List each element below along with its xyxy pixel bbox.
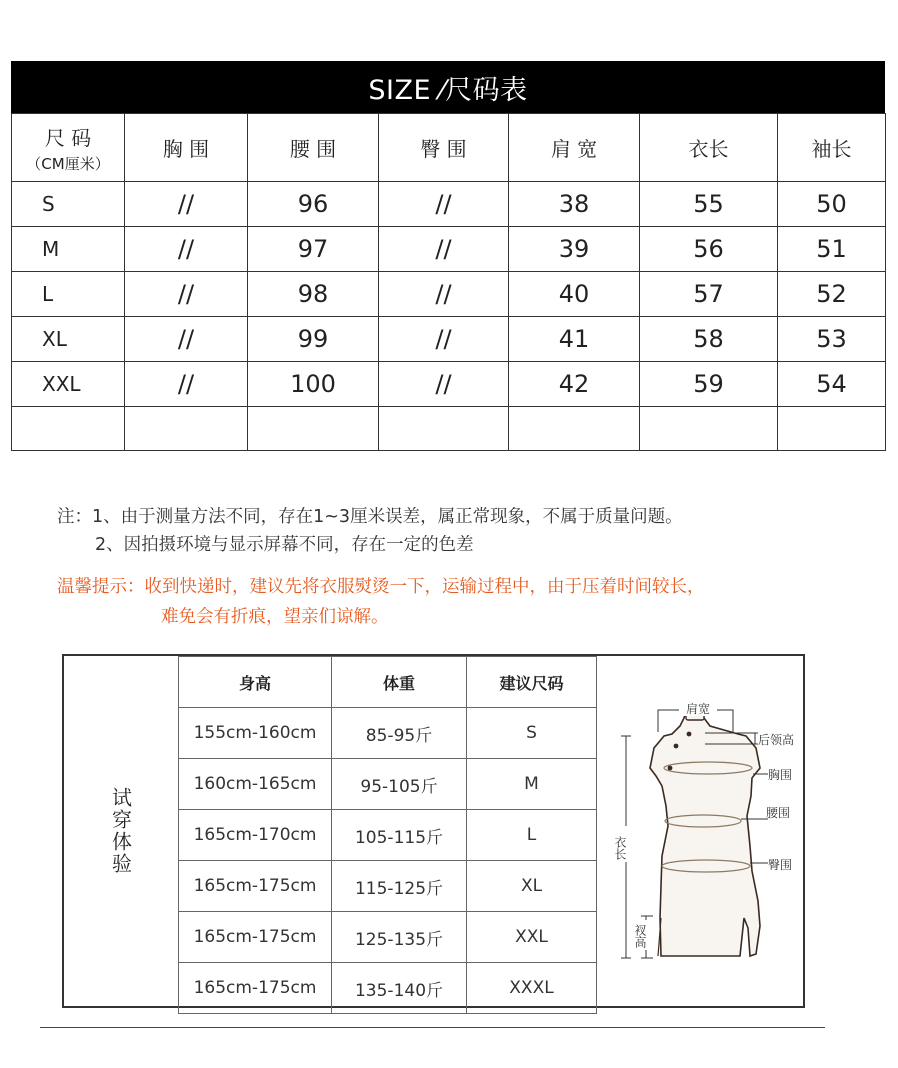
table-cell: 59 xyxy=(640,362,778,407)
table-cell: 97 xyxy=(248,227,379,272)
size-cell: S xyxy=(12,182,125,227)
table-row xyxy=(179,759,597,810)
shoulder-column-header: 肩 宽 xyxy=(509,114,640,182)
recommended-size-cell: XL xyxy=(467,861,597,912)
dress-outline xyxy=(650,709,760,956)
fit-experience-label-text: 试穿体验 xyxy=(108,787,133,875)
bottom-divider xyxy=(40,1027,825,1028)
bust-label: 胸围 xyxy=(768,768,793,782)
table-cell: 39 xyxy=(509,227,640,272)
size-header-unit: （CM厘米） xyxy=(26,154,110,173)
table-row xyxy=(12,227,886,272)
size-chart-header-row xyxy=(12,114,886,182)
table-cell: 58 xyxy=(640,317,778,362)
table-cell: // xyxy=(379,272,509,317)
table-cell: 100 xyxy=(248,362,379,407)
table-row xyxy=(179,912,597,963)
size-cell: L xyxy=(12,272,125,317)
waist-column-header: 腰 围 xyxy=(248,114,379,182)
measurement-notes xyxy=(57,503,683,559)
slit-label: 衩高 xyxy=(633,924,647,948)
recommended-size-cell: M xyxy=(467,759,597,810)
tip-line-1: 温馨提示：收到快递时，建议先将衣服熨烫一下，运输过程中，由于压着时间较长， xyxy=(57,577,705,597)
size-cell: XXL xyxy=(12,362,125,407)
weight-cell: 105-115斤 xyxy=(332,810,467,861)
table-row xyxy=(179,708,597,759)
table-cell: 53 xyxy=(778,317,886,362)
height-column-header: 身高 xyxy=(179,657,332,708)
fit-experience-panel xyxy=(62,654,805,1008)
table-row xyxy=(12,182,886,227)
table-cell: // xyxy=(125,317,248,362)
note-line-1: 注：1、由于测量方法不同，存在1~3厘米误差，属正常现象，不属于质量问题。 xyxy=(57,507,683,527)
empty-cell xyxy=(125,407,248,451)
qipao-dress-diagram xyxy=(598,656,803,1006)
weight-cell: 85-95斤 xyxy=(332,708,467,759)
tip-line-2: 难免会有折痕，望亲们谅解。 xyxy=(161,607,389,627)
table-row xyxy=(179,861,597,912)
frog-button xyxy=(687,732,692,737)
table-cell: 56 xyxy=(640,227,778,272)
hip-column-header: 臀 围 xyxy=(379,114,509,182)
weight-cell: 125-135斤 xyxy=(332,912,467,963)
warm-tip xyxy=(57,572,705,632)
table-row xyxy=(179,810,597,861)
size-chart-table xyxy=(11,113,886,451)
hip-label: 臀围 xyxy=(768,858,793,872)
recommended-size-cell: XXXL xyxy=(467,963,597,1014)
table-cell: // xyxy=(125,227,248,272)
table-cell: // xyxy=(125,362,248,407)
weight-cell: 95-105斤 xyxy=(332,759,467,810)
size-cell: XL xyxy=(12,317,125,362)
empty-cell xyxy=(778,407,886,451)
length-label: 衣长 xyxy=(613,836,627,860)
table-cell: 52 xyxy=(778,272,886,317)
table-cell: 40 xyxy=(509,272,640,317)
recommended-size-cell: S xyxy=(467,708,597,759)
size-cell: M xyxy=(12,227,125,272)
table-cell: // xyxy=(125,182,248,227)
back-collar-label: 后领高 xyxy=(758,733,795,747)
fit-table xyxy=(178,656,597,1014)
table-cell: 55 xyxy=(640,182,778,227)
fit-experience-label xyxy=(64,656,178,1006)
height-cell: 160cm-165cm xyxy=(179,759,332,810)
table-cell: // xyxy=(379,182,509,227)
waist-label: 腰围 xyxy=(766,806,791,820)
height-cell: 165cm-175cm xyxy=(179,861,332,912)
height-cell: 165cm-175cm xyxy=(179,963,332,1014)
frog-button xyxy=(668,766,673,771)
table-cell: 42 xyxy=(509,362,640,407)
table-cell: // xyxy=(125,272,248,317)
empty-cell xyxy=(640,407,778,451)
empty-cell xyxy=(248,407,379,451)
table-cell: 57 xyxy=(640,272,778,317)
recommended-size-cell: L xyxy=(467,810,597,861)
measurement-diagram xyxy=(598,656,803,1006)
table-row xyxy=(179,963,597,1014)
table-cell: // xyxy=(379,227,509,272)
table-cell: // xyxy=(379,317,509,362)
frog-button xyxy=(674,744,679,749)
size-header-main: 尺 码 xyxy=(44,125,92,150)
height-cell: 165cm-170cm xyxy=(179,810,332,861)
empty-cell xyxy=(379,407,509,451)
empty-cell xyxy=(509,407,640,451)
fit-header-row xyxy=(179,657,597,708)
table-cell: 51 xyxy=(778,227,886,272)
weight-cell: 135-140斤 xyxy=(332,963,467,1014)
table-cell: 38 xyxy=(509,182,640,227)
table-row xyxy=(12,362,886,407)
table-cell: 99 xyxy=(248,317,379,362)
table-cell: // xyxy=(379,362,509,407)
table-row xyxy=(12,317,886,362)
height-cell: 165cm-175cm xyxy=(179,912,332,963)
table-row xyxy=(12,272,886,317)
size-chart-title: SIZE ⁄尺码表 xyxy=(11,61,885,113)
note-line-2: 2、因拍摄环境与显示屏幕不同，存在一定的色差 xyxy=(95,535,474,555)
length-column-header: 衣长 xyxy=(640,114,778,182)
recommended-size-cell: XXL xyxy=(467,912,597,963)
empty-cell xyxy=(12,407,125,451)
empty-table-row xyxy=(12,407,886,451)
table-cell: 54 xyxy=(778,362,886,407)
height-cell: 155cm-160cm xyxy=(179,708,332,759)
weight-cell: 115-125斤 xyxy=(332,861,467,912)
size-column-header xyxy=(12,114,125,182)
shoulder-label: 肩宽 xyxy=(685,702,711,716)
table-cell: 96 xyxy=(248,182,379,227)
table-cell: 50 xyxy=(778,182,886,227)
bust-column-header: 胸 围 xyxy=(125,114,248,182)
table-cell: 41 xyxy=(509,317,640,362)
weight-column-header: 体重 xyxy=(332,657,467,708)
recommended-size-column-header: 建议尺码 xyxy=(467,657,597,708)
table-cell: 98 xyxy=(248,272,379,317)
sleeve-column-header: 袖长 xyxy=(778,114,886,182)
